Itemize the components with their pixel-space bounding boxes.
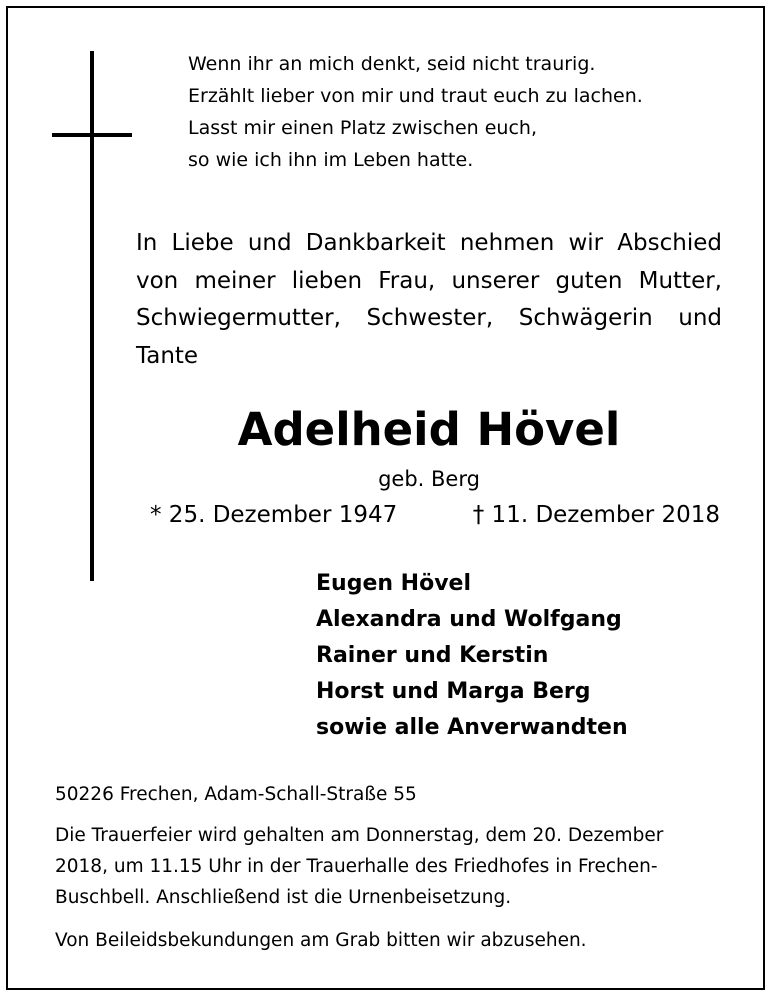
poem-line: so wie ich ihn im Leben hatte. [188, 149, 474, 171]
address: 50226 Frechen, Adam-Schall-Straße 55 [55, 784, 417, 805]
poem-line: Lasst mir einen Platz zwischen euch, [188, 117, 537, 139]
ceremony-info [55, 820, 725, 913]
intro-line: von meiner lieben Frau, unserer guten Mutter, [136, 267, 722, 294]
intro-line: In Liebe und Dankbarkeit nehmen wir Abschied [136, 230, 722, 256]
maiden-name: geb. Berg [378, 467, 480, 491]
mourners-list [316, 566, 628, 746]
condolence-note: Von Beileidsbekundungen am Grab bitten wir abzusehen. [55, 930, 587, 951]
cross-horizontal-bar [52, 133, 132, 137]
mourner-name: Rainer und Kerstin [316, 643, 549, 668]
poem-line: Erzählt lieber von mir und traut euch zu lachen. [188, 85, 643, 107]
ceremony-line: Die Trauerfeier wird gehalten am Donnerstag, dem 20. Dezember [55, 825, 664, 846]
intro-line: Schwiegermutter, Schwester, Schwägerin und [136, 305, 722, 331]
intro-text [136, 225, 722, 375]
mourner-name: Horst und Marga Berg [316, 679, 591, 704]
deceased-name: Adelheid Hövel [237, 403, 621, 456]
poem-line: Wenn ihr an mich denkt, seid nicht traurig. [188, 53, 596, 75]
death-date: † 11. Dezember 2018 [472, 502, 720, 528]
poem [188, 48, 643, 176]
mourner-name: Eugen Hövel [316, 571, 472, 596]
mourner-name: sowie alle Anverwandten [316, 715, 628, 740]
intro-line: Tante [136, 342, 199, 369]
birth-date: * 25. Dezember 1947 [150, 502, 398, 528]
cross-vertical-bar [90, 51, 94, 581]
mourner-name: Alexandra und Wolfgang [316, 607, 622, 632]
ceremony-line: 2018, um 11.15 Uhr in der Trauerhalle des Friedhofes in Frechen- [55, 856, 658, 877]
ceremony-line: Buschbell. Anschließend ist die Urnenbeisetzung. [55, 887, 512, 908]
